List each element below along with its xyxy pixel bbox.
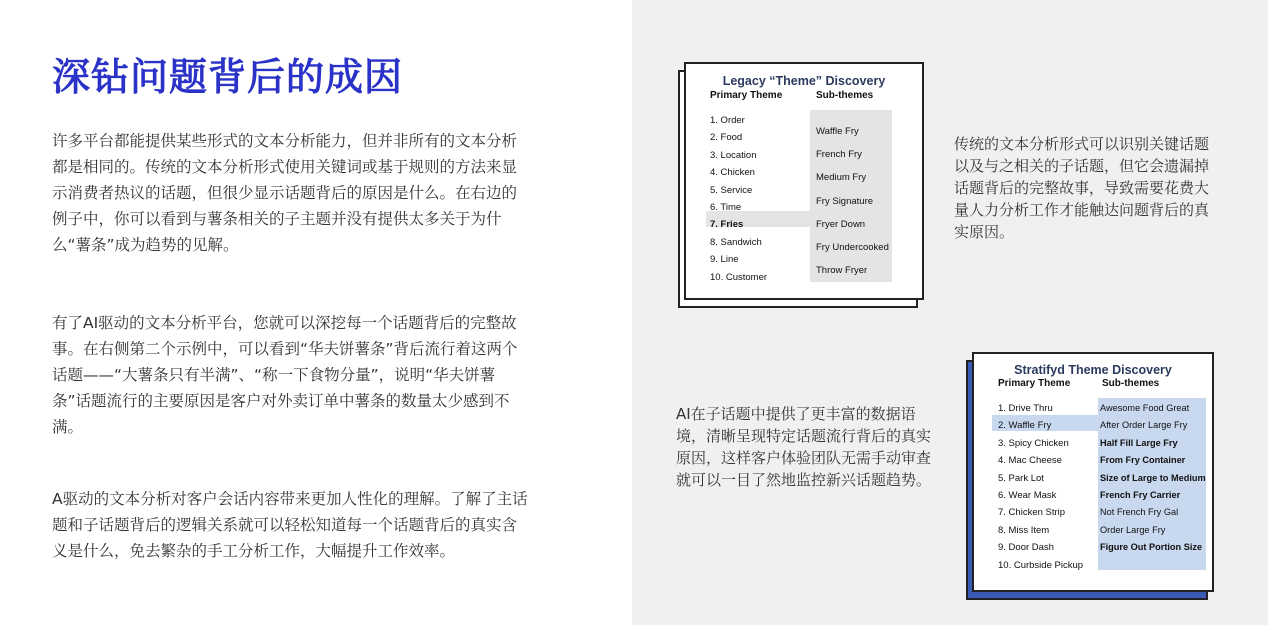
primary-theme-item: 1. Drive Thru (998, 403, 1053, 414)
stratifyd-card-title: Stratifyd Theme Discovery (1014, 363, 1172, 377)
sub-theme-item: After Order Large Fry (1100, 420, 1188, 431)
stratifyd-sub-header: Sub-themes (1102, 378, 1160, 389)
legacy-sub-header: Sub-themes (816, 90, 874, 101)
primary-theme-item: 1. Order (710, 115, 745, 126)
sub-theme-item: Order Large Fry (1100, 524, 1166, 535)
primary-theme-item: 2. Food (710, 132, 743, 144)
primary-theme-item: 4. Mac Cheese (998, 455, 1062, 467)
primary-theme-item: 9. Line (710, 254, 739, 266)
sub-theme-item: Fryer Down (816, 218, 866, 230)
paragraph-3: A驱动的文本分析对客户会话内容带来更加人性化的理解。了解了主话题和子话题背后的逻辑关系就可以轻松知道每一个话题背后的真实含义是什么，免去繁杂的手工分析工作，大幅提升工作效率。 (52, 490, 528, 560)
sub-theme-item: Throw Fryer (816, 265, 868, 277)
primary-theme-item: 6. Time (710, 202, 742, 214)
sub-theme-item: Awesome Food Great (1100, 403, 1190, 413)
sub-theme-item: Figure Out Portion Size (1100, 542, 1203, 553)
sub-theme-item: Not French Fry Gal (1100, 507, 1179, 518)
legacy-theme-card (684, 62, 924, 300)
primary-theme-item: 7. Fries (710, 219, 744, 231)
sub-theme-item: Size of Large to Medium (1100, 472, 1206, 483)
sub-theme-item: Half Fill Large Fry (1100, 437, 1178, 448)
stratifyd-description: AI在子话题中提供了更丰富的数据语境，清晰呈现特定话题流行背后的真实原因，这样客户体验团队无需手动审查就可以一目了然地监控新兴话题趋势。 (676, 405, 932, 489)
stratifyd-theme-card (972, 352, 1214, 592)
sub-theme-item: Fry Signature (816, 195, 874, 207)
sub-theme-item: French Fry (816, 149, 862, 161)
primary-theme-item: 10. Customer (710, 271, 768, 283)
primary-theme-item: 9. Door Dash (998, 542, 1054, 554)
primary-theme-item: 5. Park Lot (998, 472, 1044, 484)
primary-theme-item: 5. Service (710, 184, 753, 196)
sub-theme-item: French Fry Carrier (1100, 490, 1181, 501)
sub-theme-item: Fry Undercooked (816, 242, 889, 254)
primary-theme-item: 3. Location (710, 149, 757, 161)
primary-theme-item: 8. Miss Item (998, 524, 1050, 536)
primary-theme-item: 3. Spicy Chicken (998, 437, 1069, 449)
page-title: 深钻问题背后的成因 (52, 55, 404, 99)
legacy-sub-list (816, 120, 889, 282)
stratifyd-primary-header: Primary Theme (998, 378, 1071, 389)
primary-theme-item: 7. Chicken Strip (998, 507, 1066, 519)
stratifyd-primary-list (998, 400, 1083, 574)
primary-theme-item: 4. Chicken (710, 167, 755, 179)
paragraph-1: 许多平台都能提供某些形式的文本分析能力，但并非所有的文本分析都是相同的。传统的文本分析形式使用关键词或基于规则的方法来显示消费者热议的话题，但很少显示话题背后的原因是什么。在右边的例子中，你可以看到与薯条相关的子主题并没有提供太多关于为什么“薯条”成为趋势的见解。 (52, 132, 518, 254)
sub-theme-item: From Fry Container (1100, 455, 1186, 466)
paragraph-2: 有了AI驱动的文本分析平台，您就可以深挖每一个话题背后的完整故事。在右侧第二个示例中，可以看到“华夫饼薯条”背后流行着这两个话题——“大薯条只有半满”、“称一下食物分量”，说明“华夫饼薯条”话题流行的主要原因是客户对外卖订单中薯条的数量太少感到不满。 (52, 314, 518, 436)
legacy-primary-header: Primary Theme (710, 90, 783, 101)
primary-theme-item: 8. Sandwich (710, 236, 762, 248)
primary-theme-item: 10. Curbside Pickup (998, 559, 1084, 571)
primary-theme-item: 2. Waffle Fry (998, 420, 1052, 432)
sub-theme-item: Medium Fry (816, 172, 867, 184)
primary-theme-item: 6. Wear Mask (998, 490, 1057, 502)
sub-theme-item: Waffle Fry (816, 126, 859, 137)
stratifyd-sub-list (1100, 400, 1206, 557)
left-panel (0, 0, 632, 625)
legacy-card-title: Legacy “Theme” Discovery (722, 74, 886, 88)
legacy-primary-list (710, 112, 767, 286)
right-panel (632, 0, 1268, 625)
legacy-description: 传统的文本分析形式可以识别关键话题以及与之相关的子话题，但它会遗漏掉话题背后的完整故事，导致需要花费大量人力分析工作才能触达问题背后的真实原因。 (954, 135, 1210, 241)
